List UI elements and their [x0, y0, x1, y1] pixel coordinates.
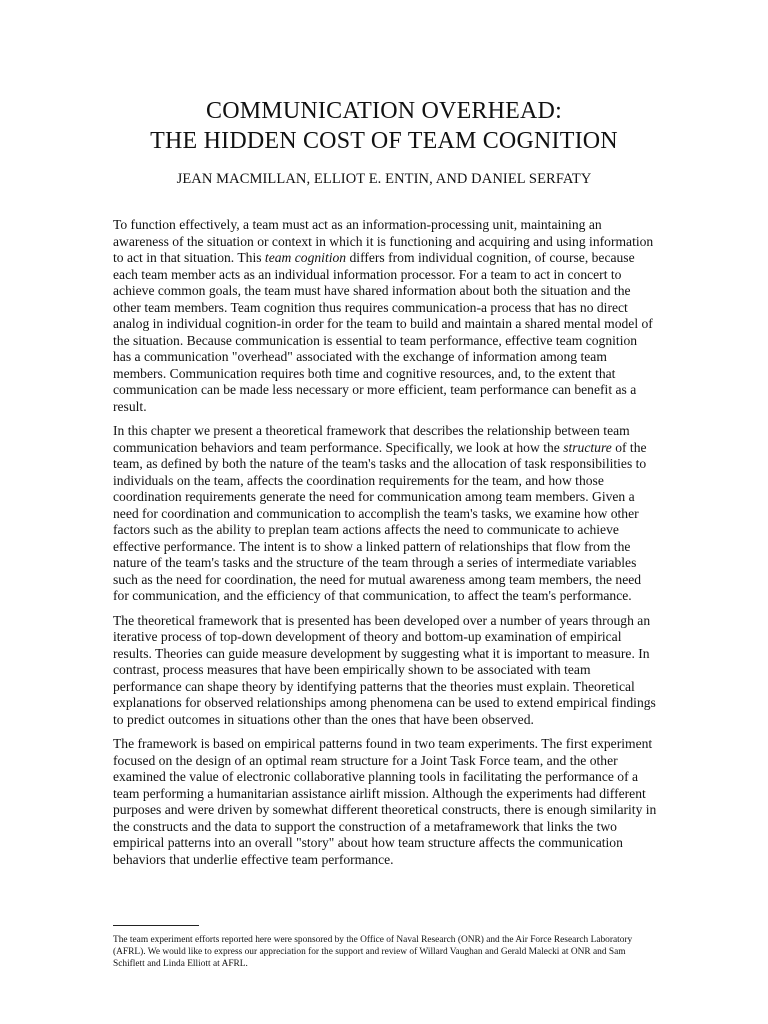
- author-list: JEAN MACMILLAN, ELLIOT E. ENTIN, AND DANIEL SERFATY: [176, 171, 592, 187]
- paragraph-1-text-b: differs from individual cognition, of course, because each team member acts as an individual information processor. For a team to act in concert to achieve common goals, the team must have shared information about both the situation and the other team members. Team cognition thus requires communication-a process that has no direct analog in individual cognition-in order for the team to build and maintain a shared mental model of the situation. Because communication is essential to team performance, effective team cognition has a communication "overhead" associated with the exchange of information among team members. Communication requires both time and cognitive resources, and, to the extent that communication can be made less necessary or more efficient, team performance can benefit as a result.: [113, 250, 653, 414]
- paragraph-1-emphasis: team cognition: [264, 250, 347, 265]
- page-title-line-1: COMMUNICATION OVERHEAD:: [206, 98, 562, 124]
- body-text: [113, 217, 658, 876]
- paragraph-2-emphasis: structure: [563, 439, 612, 455]
- paragraph-1: [113, 217, 658, 415]
- paragraph-3: The theoretical framework that is presented has been developed over a number of years through an iterative process of top-down development of theory and bottom-up examination of empirical results. Theories can guide measure development by suggesting what it is important to measure. In contrast, process measures that have been empirically shown to be associated with team performance can shape theory by identifying patterns that the theories must explain. Theoretical explanations for observed relationships among phenomena can be used to extend empirical findings to predict outcomes in situations other than the ones that have been observed.: [113, 612, 656, 727]
- paragraph-4: The framework is based on empirical patterns found in two team experiments. The first experiment focused on the design of an optimal ream structure for a Joint Task Force team, and the other examined the value of electronic collaborative planning tools in facilitating the performance of a team performing a humanitarian assistance airlift mission. Although the experiments had different purposes and were driven by somewhat different theoretical constructs, there is enough similarity in the constructs and the data to support the construction of a metaframework that links the two empirical patterns into an overall "story" about how team structure affects the communication behaviors that underlie effective team performance.: [113, 736, 657, 867]
- footnote: The team experiment efforts reported here were sponsored by the Office of Naval Research (ONR) and the Air Force Research Laboratory (AFRL). We would like to express our appreciation for the support and review of Willard Vaughan and Gerald Malecki at ONR and Sam Schiflett and Linda Elliott at AFRL.: [113, 935, 633, 969]
- paragraph-1-text-a: To function effectively, a team must act as an information-processing unit, maintaining an awareness of the situation or context in which it is functioning and acquiring and using information to act in that situation. This: [113, 217, 654, 265]
- page-title-line-2: THE HIDDEN COST OF TEAM COGNITION: [150, 128, 618, 154]
- footnote-divider: [113, 925, 199, 926]
- paragraph-2: [113, 423, 658, 605]
- paragraph-2-text-b: of the team, as defined by both the nature of the team's tasks and the allocation of task responsibilities to individuals on the team, affects the coordination requirements for the team, and how those coordination requirements generate the need for communication among team members. Given a need for coordination and communication to accomplish the team's tasks, we examine how other factors such as the ability to preplan team actions affects the need to communicate to achieve effective performance. The intent is to show a linked pattern of relationships that flow from the nature of the team's tasks and the structure of the team through a series of intermediate variables such as the need for coordination, the need for mutual awareness among team members, the need for communication, and the efficiency of that communication, to affect the team's performance.: [113, 439, 647, 603]
- paragraph-2-text-a: In this chapter we present a theoretical framework that describes the relationship between team communication behaviors and team performance. Specifically, we look at how the: [113, 423, 630, 455]
